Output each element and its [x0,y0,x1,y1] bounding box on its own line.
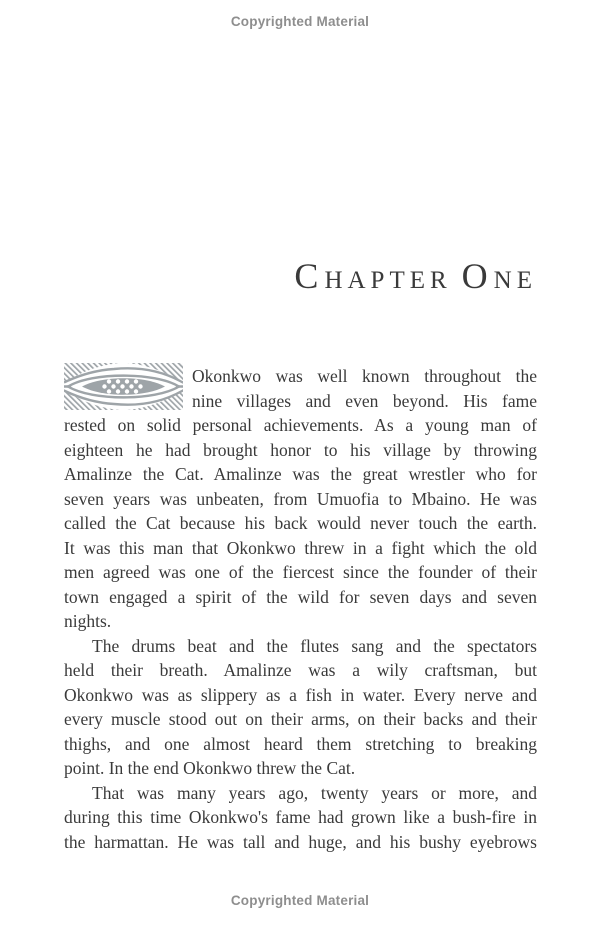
text-line: Okonkwo was as slippery as a fish in water. Every nerve and [64,684,537,705]
text-line: held their breath. Amalinze was a wily craftsman, but [64,660,537,680]
chapter-heading-smallcaps-2: NE [493,267,537,294]
text-line: That was many years ago, twenty years or more, and [92,782,537,803]
text-line: point. In the end Okonkwo threw the Cat. [64,758,356,778]
body-text [64,364,537,854]
chapter-heading-initial-1: C [294,256,325,296]
copyright-notice-bottom: Copyrighted Material [230,893,370,908]
text-line: men agreed was one of the fiercest since the founder of their [64,562,537,582]
text-line: every muscle stood out on their arms, on their backs and their [64,709,537,729]
text-line: Amalinze the Cat. Amalinze was the great wrestler who for [64,464,537,484]
text-line: eighteen he had brought honor to his village by throwing [64,439,537,460]
text-line: during this time Okonkwo's fame had grown like a bush-fire in [64,807,537,827]
text-line: the harmattan. He was tall and huge, and his bushy eyebrows [64,831,537,852]
copyright-notice-top: Copyrighted Material [230,14,370,29]
chapter-heading-smallcaps-1: HAPTER [324,267,452,294]
text-line: The drums beat and the flutes sang and the spectators [92,635,537,656]
text-line: nine villages and even beyond. His fame [192,390,537,411]
text-line: seven years was unbeaten, from Umuofia to Mbaino. He was [64,488,537,509]
chapter-heading-initial-2: O [461,256,494,296]
text-line: called the Cat because his back would never touch the earth. [64,513,537,533]
text-line: It was this man that Okonkwo threw in a fight which the old [64,537,537,558]
text-line: rested on solid personal achievements. As a young man of [64,415,537,435]
text-line: nights. [64,611,112,631]
text-line: Okonkwo was well known throughout the [192,366,537,386]
chapter-heading [294,256,537,296]
text-line: town engaged a spirit of the wild for seven days and seven [64,586,537,607]
text-line: thighs, and one almost heard them stretching to breaking [64,733,537,754]
